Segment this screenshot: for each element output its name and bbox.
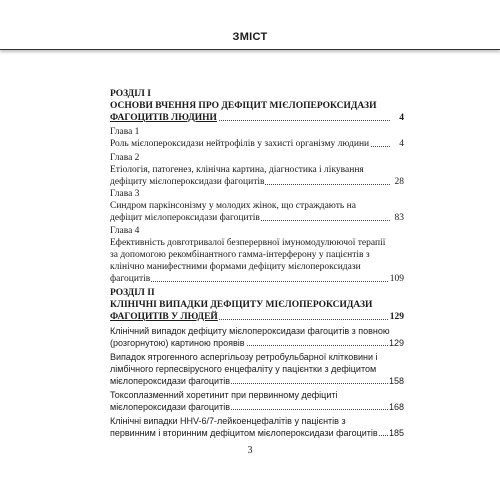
page-ref: 4 bbox=[399, 139, 404, 149]
chapter-2-heading: Глава 2 bbox=[110, 153, 140, 163]
page-ref: 28 bbox=[394, 177, 404, 187]
section-1-title: ОСНОВИ ВЧЕННЯ ПРО ДЕФІЦИТ МІЄЛОПЕРОКСИДАЗИ bbox=[110, 101, 377, 111]
page-title: ЗМІСТ bbox=[232, 31, 268, 43]
page-ref: 129 bbox=[388, 338, 404, 348]
case-1-entry-end: (розгорнутою) картиною проявів 129 bbox=[110, 338, 404, 348]
page-ref: 83 bbox=[394, 213, 404, 223]
page-number: 3 bbox=[247, 445, 253, 456]
page-ref: 129 bbox=[389, 312, 404, 322]
chapter-4-entry-line-3: клінічно манифестними формами дефіциту мієлопероксидази bbox=[110, 262, 361, 272]
section-1-title-line: ФАГОЦИТІВ ЛЮДИНИ 4 bbox=[110, 113, 404, 123]
page-ref: 4 bbox=[399, 113, 404, 123]
section-2-title-line: ФАГОЦИТІВ У ЛЮДЕЙ 129 bbox=[110, 312, 404, 322]
chapter-2-entry: Етіологія, патогенез, клінічна картина, діагностика і лікування bbox=[110, 165, 364, 175]
chapter-2-entry-end: дефіциту мієлопероксидази фагоцитів 28 bbox=[110, 177, 404, 187]
page-ref: 168 bbox=[388, 402, 404, 412]
chapter-4-entry-line-2: за допомогою рекомбінантного гамма-інтерферону у пацієнтів з bbox=[110, 250, 370, 260]
case-2-entry-line-2: лімбічного герпесвірусного енцефаліту у пацієнтки з дефіцитом bbox=[110, 364, 377, 374]
section-1-label: РОЗДІЛ I bbox=[110, 89, 151, 99]
chapter-3-heading: Глава 3 bbox=[110, 189, 140, 199]
case-1-entry: Клінічний випадок дефіциту мієлопероксидази фагоцитів з повною bbox=[110, 326, 390, 336]
page-ref: 158 bbox=[388, 376, 404, 386]
case-2-entry: Випадок ятрогенного аспергільозу ретробульбарної клітковини і bbox=[110, 352, 378, 362]
chapter-4-entry: Ефективність довготривалої безперервної імуномодулюючої терапії bbox=[110, 238, 386, 248]
chapter-3-entry: Синдром паркінсонізму у молодих жінок, що страждають на bbox=[110, 201, 356, 211]
page-ref: 109 bbox=[389, 274, 404, 284]
section-2-title: КЛІНІЧНІ ВИПАДКИ ДЕФІЦИТУ МІЄЛОПЕРОКСИДАЗИ bbox=[110, 300, 373, 310]
page-ref: 185 bbox=[388, 428, 404, 438]
section-2-label: РОЗДІЛ II bbox=[110, 288, 155, 298]
chapter-1-heading: Глава 1 bbox=[110, 127, 140, 137]
case-2-entry-end: мієлопероксидази фагоцитів 158 bbox=[110, 376, 404, 386]
case-3-entry: Токсоплазменний хоретинит при первинному дефіциті bbox=[110, 390, 338, 400]
case-4-entry: Клінічні випадки HHV-6/7-лейкоенцефалітів у пацієнтів з bbox=[110, 416, 346, 426]
case-4-entry-end: первинним і вторинним дефіцитом мієлопероксидази фагоцитів 185 bbox=[110, 428, 404, 438]
chapter-3-entry-end: дефіцит мієлопероксидази фагоцитів 83 bbox=[110, 213, 404, 223]
chapter-4-heading: Глава 4 bbox=[110, 226, 140, 236]
case-3-entry-end: мієлопероксидази фагоцитів 168 bbox=[110, 402, 404, 412]
page-header bbox=[0, 0, 500, 50]
chapter-1-entry: Роль мієлопероксидази нейтрофілів у захисті організму людини 4 bbox=[110, 139, 404, 149]
chapter-4-entry-end: фагоцитів 109 bbox=[110, 274, 404, 284]
